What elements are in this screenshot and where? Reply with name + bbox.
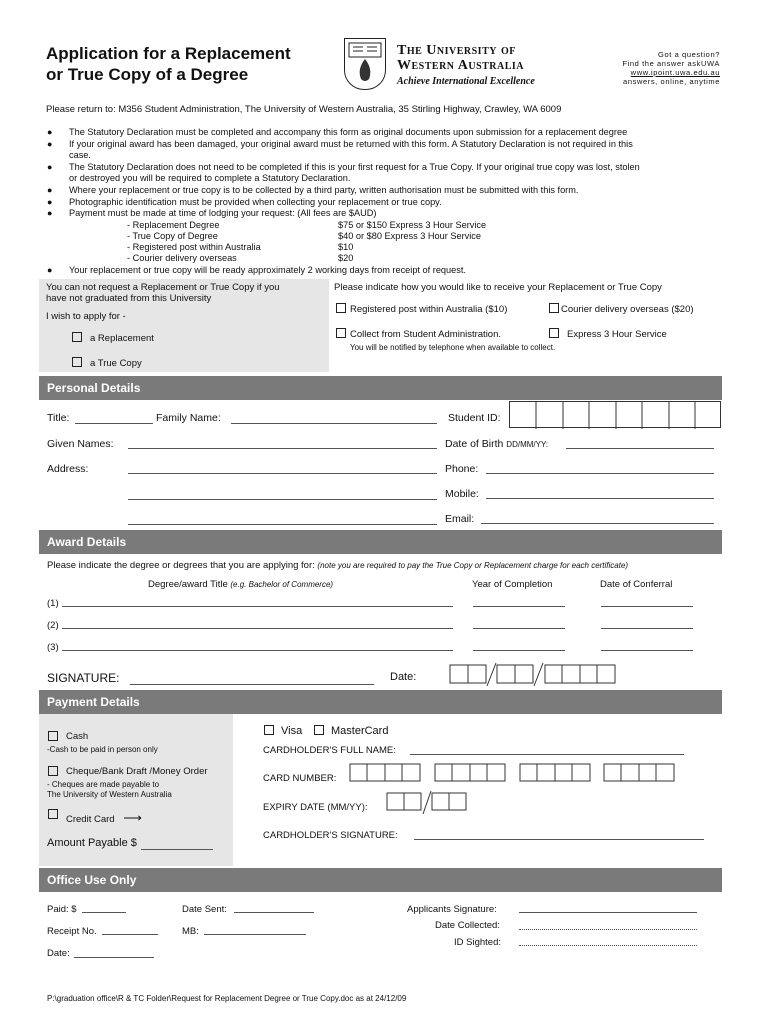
university-crest-icon — [344, 38, 386, 90]
id-sighted-label: ID Sighted: — [454, 937, 501, 948]
post-label: Registered post within Australia ($10) — [350, 304, 508, 315]
receipt-field[interactable] — [102, 934, 158, 935]
university-name-line1: The University of — [397, 43, 516, 58]
instruction-3b: or destroyed you will be required to complete a Statutory Declaration. — [69, 173, 351, 183]
family-name-field[interactable] — [231, 423, 437, 424]
fee-item: - Registered post within Australia — [127, 242, 261, 252]
bullet: ● — [47, 127, 53, 137]
office-date-label: Date: — [47, 948, 70, 959]
award-instruction — [47, 560, 628, 571]
collect-label: Collect from Student Administration. — [350, 329, 502, 340]
cash-label: Cash — [66, 731, 89, 742]
address-label: Address: — [47, 463, 89, 475]
card-number-label: CARD NUMBER: — [263, 773, 337, 784]
ask-link[interactable]: www.ipoint.uwa.edu.au — [630, 68, 720, 77]
express-label: Express 3 Hour Service — [567, 329, 667, 340]
email-field[interactable] — [481, 523, 714, 524]
cheque-label: Cheque/Bank Draft /Money Order — [66, 766, 208, 777]
courier-checkbox[interactable] — [549, 303, 559, 313]
award-instruction-note: (note you are required to pay the True Copy or Replacement charge for each certificate) — [317, 561, 629, 570]
email-label: Email: — [445, 513, 475, 525]
given-names-field[interactable] — [128, 448, 437, 449]
express-checkbox[interactable] — [549, 328, 559, 338]
credit-card-label-text: Credit Card — [66, 814, 115, 825]
title-label: Title: — [47, 412, 70, 424]
personal-details-heading: Personal Details — [39, 376, 722, 400]
degree-row-number: (3) — [47, 642, 59, 653]
cheque-note — [47, 780, 172, 800]
degree-title-field[interactable] — [62, 650, 453, 651]
cheque-checkbox[interactable] — [48, 766, 58, 776]
visa-checkbox[interactable] — [264, 725, 274, 735]
mobile-label: Mobile: — [445, 488, 479, 500]
applicant-signature-field[interactable] — [519, 912, 697, 913]
replacement-label: a Replacement — [90, 333, 154, 344]
university-tagline: Achieve International Excellence — [397, 76, 535, 87]
col-degree-example: (e.g. Bachelor of Commerce) — [230, 580, 334, 589]
student-id-boxes[interactable] — [509, 401, 721, 428]
signature-date-boxes[interactable] — [449, 662, 617, 688]
col-degree — [148, 579, 333, 590]
col-year: Year of Completion — [472, 579, 553, 590]
fee-price: $20 — [338, 253, 354, 263]
dob-format: DD/MM/YY: — [506, 440, 549, 449]
amount-payable-field[interactable] — [141, 849, 213, 850]
signature-field[interactable] — [130, 684, 374, 685]
payment-details-heading: Payment Details — [39, 690, 722, 714]
truecopy-checkbox[interactable] — [72, 357, 82, 367]
cardholder-name-field[interactable] — [410, 754, 684, 755]
degree-row-number: (2) — [47, 620, 59, 631]
post-checkbox[interactable] — [336, 303, 346, 313]
ask-line1: Got a question? — [658, 50, 720, 59]
bullet: ● — [47, 162, 53, 172]
arrow-right-icon: ⟶ — [123, 810, 142, 825]
paid-field[interactable] — [82, 912, 126, 913]
fee-price: $75 or $150 Express 3 Hour Service — [338, 220, 487, 230]
document-footer-path: P:\graduation office\R & TC Folder\Request for Replacement Degree or True Copy.doc as at 24/12/09 — [47, 994, 407, 1003]
fee-price: $10 — [338, 242, 354, 252]
dob-label — [445, 438, 548, 450]
truecopy-label: a True Copy — [90, 358, 142, 369]
fee-item: - True Copy of Degree — [127, 231, 218, 241]
form-title-line2: or True Copy of a Degree — [46, 65, 249, 84]
degree-title-field[interactable] — [62, 606, 453, 607]
id-sighted-field[interactable] — [519, 945, 697, 946]
award-instruction-text: Please indicate the degree or degrees that you are applying for: — [47, 560, 315, 571]
fee-item: - Replacement Degree — [127, 220, 220, 230]
graduation-note-line2: have not graduated from this University — [46, 293, 212, 304]
signature-date-label: Date: — [390, 671, 417, 683]
degree-year-field[interactable] — [473, 628, 565, 629]
phone-field[interactable] — [486, 473, 714, 474]
card-number-boxes[interactable] — [349, 763, 675, 783]
cheque-note-line2: The University of Western Australia — [47, 790, 172, 799]
phone-label: Phone: — [445, 463, 479, 475]
date-collected-field[interactable] — [519, 929, 697, 930]
bullet: ● — [47, 265, 53, 275]
receive-heading: Please indicate how you would like to receive your Replacement or True Copy — [334, 282, 662, 293]
bullet: ● — [47, 197, 53, 207]
bullet: ● — [47, 208, 53, 218]
cash-note: -Cash to be paid in person only — [47, 745, 158, 754]
bullet: ● — [47, 185, 53, 195]
return-address: Please return to: M356 Student Administration, The University of Western Australia, 35 Stirling Highway, Crawley, WA 6009 — [46, 104, 562, 115]
degree-conferral-field[interactable] — [601, 628, 693, 629]
address-field-2[interactable] — [128, 499, 437, 500]
degree-row-number: (1) — [47, 598, 59, 609]
signature-label: SIGNATURE: — [47, 671, 120, 685]
mastercard-label: MasterCard — [331, 725, 389, 737]
ask-line4: answers, online, anytime — [623, 77, 720, 86]
cash-checkbox[interactable] — [48, 731, 58, 741]
form-title-line1: Application for a Replacement — [46, 44, 291, 63]
date-sent-field[interactable] — [234, 912, 314, 913]
student-id-label: Student ID: — [448, 412, 501, 424]
degree-year-field[interactable] — [473, 650, 565, 651]
applicant-signature-label: Applicants Signature: — [407, 904, 497, 915]
degree-year-field[interactable] — [473, 606, 565, 607]
instruction-5: Photographic identification must be provided when collecting your replacement or true copy. — [69, 197, 442, 207]
instruction-2a: If your original award has been damaged, your original award must be returned with this form. A Statutory Declaration is not required in this — [69, 139, 633, 149]
fee-item: - Courier delivery overseas — [127, 253, 237, 263]
office-use-heading: Office Use Only — [39, 868, 722, 892]
date-sent-label: Date Sent: — [182, 904, 227, 915]
given-names-label: Given Names: — [47, 438, 114, 450]
ask-line2: Find the answer askUWA — [622, 59, 720, 68]
receipt-label: Receipt No. — [47, 926, 97, 937]
instruction-4: Where your replacement or true copy is to be collected by a third party, written authorisation must be submitted with this form. — [69, 185, 579, 195]
mobile-field[interactable] — [486, 498, 714, 499]
col-degree-text: Degree/award Title — [148, 579, 228, 590]
collect-checkbox[interactable] — [336, 328, 346, 338]
family-name-label: Family Name: — [156, 412, 221, 424]
amount-payable-label: Amount Payable $ — [47, 837, 137, 849]
mastercard-checkbox[interactable] — [314, 725, 324, 735]
date-collected-label: Date Collected: — [435, 920, 500, 931]
cardholder-signature-label: CARDHOLDER'S SIGNATURE: — [263, 830, 398, 841]
cardholder-signature-field[interactable] — [414, 839, 704, 840]
instruction-6: Payment must be made at time of lodging your request: (All fees are $AUD) — [69, 208, 377, 218]
courier-label: Courier delivery overseas ($20) — [561, 304, 694, 315]
col-conferral: Date of Conferral — [600, 579, 673, 590]
graduation-note — [46, 282, 280, 304]
expiry-date-label: EXPIRY DATE (MM/YY): — [263, 802, 368, 813]
title-field[interactable] — [75, 423, 153, 424]
fee-price: $40 or $80 Express 3 Hour Service — [338, 231, 481, 241]
credit-card-label — [66, 810, 142, 826]
credit-card-checkbox[interactable] — [48, 809, 58, 819]
award-details-heading: Award Details — [39, 530, 722, 554]
cardholder-name-label: CARDHOLDER'S FULL NAME: — [263, 745, 396, 756]
degree-title-field[interactable] — [62, 628, 453, 629]
degree-conferral-field[interactable] — [601, 650, 693, 651]
bullet: ● — [47, 139, 53, 149]
dob-field[interactable] — [566, 448, 714, 449]
graduation-note-line1: You can not request a Replacement or True Copy if you — [46, 282, 280, 293]
mb-label: MB: — [182, 926, 199, 937]
dob-label-text: Date of Birth — [445, 438, 504, 450]
ask-uwa-block — [560, 50, 720, 86]
cheque-note-line1: - Cheques are made payable to — [47, 780, 160, 789]
visa-label: Visa — [281, 725, 303, 737]
apply-for-label: I wish to apply for - — [46, 311, 126, 322]
expiry-date-boxes[interactable] — [386, 790, 468, 816]
instruction-1: The Statutory Declaration must be completed and accompany this form as original documents upon submission for a replacement degree — [69, 127, 628, 137]
instruction-7: Your replacement or true copy will be ready approximately 2 working days from receipt of request. — [69, 265, 466, 275]
paid-label: Paid: $ — [47, 904, 77, 915]
notify-note: You will be notified by telephone when available to collect. — [350, 343, 556, 352]
instruction-2b: case. — [69, 150, 91, 160]
university-name-line2: Western Australia — [397, 58, 525, 73]
instruction-3a: The Statutory Declaration does not need to be completed if this is your first request for a True Copy. If your original true copy was lost, stolen — [69, 162, 640, 172]
address-field-1[interactable] — [128, 473, 437, 474]
mb-field[interactable] — [204, 934, 306, 935]
address-field-3[interactable] — [128, 524, 437, 525]
degree-conferral-field[interactable] — [601, 606, 693, 607]
replacement-checkbox[interactable] — [72, 332, 82, 342]
office-date-field[interactable] — [74, 957, 154, 958]
